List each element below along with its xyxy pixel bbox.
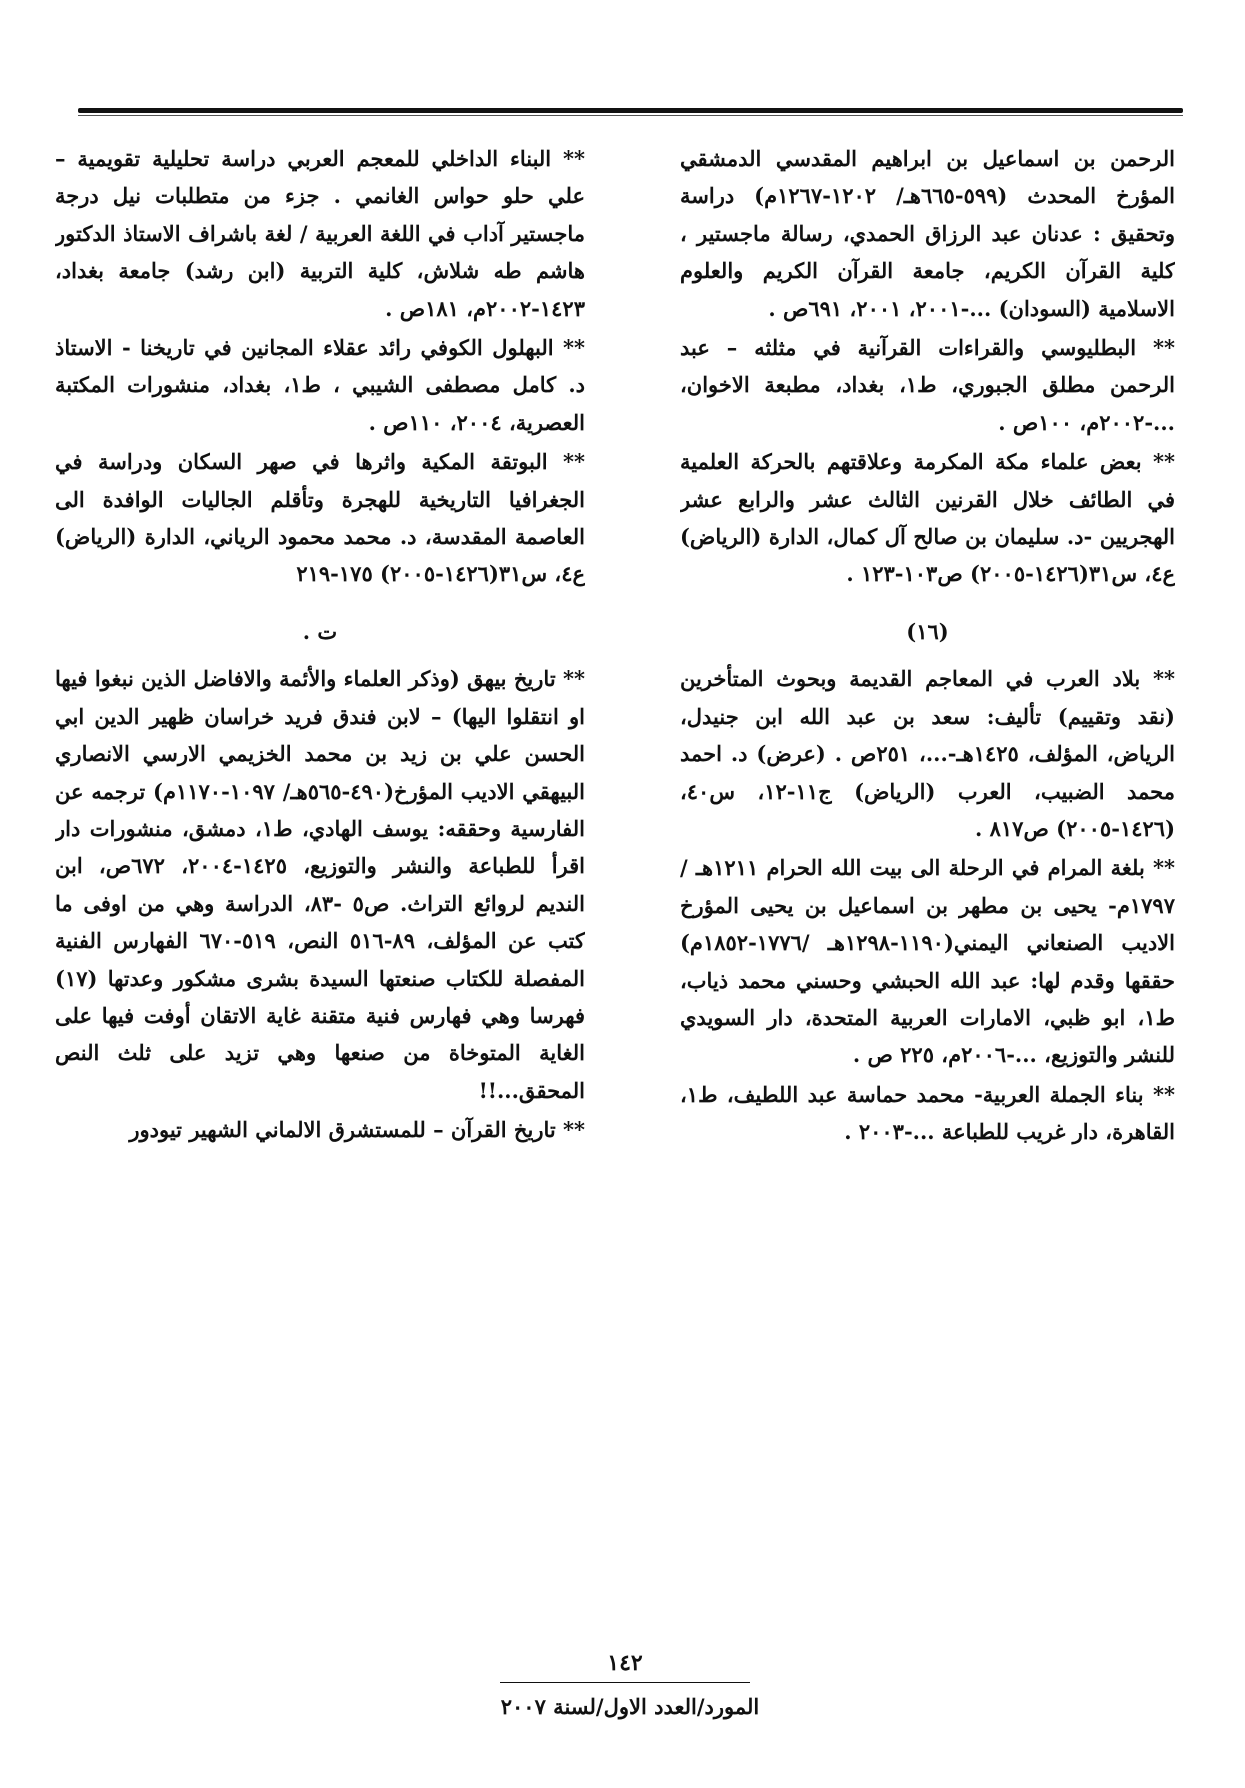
bibliography-entry: ** بلغة المرام في الرحلة الى بيت الله الحرام ١٢١١هـ / ١٧٩٧م- يحيى بن مطهر بن اسماعيل بن يحيى المؤرخ الاديب الصنعاني اليمني(١١٩٠-١٢٩٨هـ /١٧٧٦-١٨٥٢م) حققها وقدم لها: عبد الله الحبشي وحسني محمد ذياب، ط١، ابو ظبي، الامارات العربية المتحدة، دار السويدي للنشر والتوزيع، ...-٢٠٠٦م، ٢٢٥ ص . xyxy=(680,855,1175,1068)
section-heading: ت . xyxy=(302,618,338,644)
left-column xyxy=(55,140,585,1618)
header-rule xyxy=(78,108,1183,113)
bibliography-entry: ** بناء الجملة العربية- محمد حماسة عبد اللطيف، ط١، القاهرة، دار غريب للطباعة ...-٢٠٠٣ . xyxy=(680,1081,1175,1145)
right-column xyxy=(680,140,1175,1618)
section-heading: (١٦) xyxy=(906,618,949,644)
bibliography-entry: ** تاريخ بيهق (وذكر العلماء والأئمة والافاضل الذين نبغوا فيها او انتقلوا اليها) – لابن فندق فريد خراسان ظهير الدين ابي الحسن علي بن زيد بن محمد الخزيمي الارسي الانصاري البيهقي الاديب المؤرخ(٤٩٠-٥٦٥هـ/ ١٠٩٧-١١٧٠م) ترجمه عن الفارسية وحققه: يوسف الهادي، ط١، دمشق، منشورات دار اقرأ للطباعة والنشر والتوزيع، ١٤٢٥-٢٠٠٤، ٦٧٢ص، ابن النديم لروائع التراث. ص٥ -٨٣، الدراسة وهي من اوفى ما كتب عن المؤلف، ٨٩-٥١٦ النص، ٥١٩-٦٧٠ الفهارس الفنية المفصلة للكتاب صنعتها السيدة بشرى مشكور وعدتها (١٧) فهرسا وهي فهارس فنية متقنة غاية الاتقان أوفت فيها على الغاية المتوخاة من صنعها وهي تزيد على ثلث النص المحقق...!! xyxy=(55,666,585,1103)
bibliography-entry: ** بلاد العرب في المعاجم القديمة وبحوث المتأخرين (نقد وتقييم) تأليف: سعد بن عبد الله ابن جنيدل، الرياض، المؤلف، ١٤٢٥هـ-...، ٢٥١ص . (عرض) د. احمد محمد الضبيب، العرب (الرياض) ج١١-١٢، س٤٠، (١٤٢٦-٢٠٠٥) ص٨١٧ . xyxy=(680,666,1175,841)
bibliography-entry: ** بعض علماء مكة المكرمة وعلاقتهم بالحركة العلمية في الطائف خلال القرنين الثالث عشر والرابع عشر الهجريين -د. سليمان بن صالح آل كمال، الدارة (الرياض) ع٤، س٣١(١٤٢٦-٢٠٠٥) ص١٠٣-١٢٣ . xyxy=(680,449,1175,587)
journal-footer: المورد/العدد الاول/لسنة ٢٠٠٧ xyxy=(500,1694,760,1719)
footer-rule xyxy=(500,1682,750,1683)
bibliography-entry: الرحمن بن اسماعيل بن ابراهيم المقدسي الدمشقي المؤرخ المحدث (٥٩٩-٦٦٥هـ/ ١٢٠٢-١٢٦٧م) دراسة وتحقيق : عدنان عبد الرزاق الحمدي، رسالة ماجستير ، كلية القرآن الكريم، جامعة القرآن الكريم والعلوم الاسلامية (السودان) ...-٢٠٠١، ٢٠٠١، ٦٩١ص . xyxy=(680,146,1175,321)
page-number: ١٤٢ xyxy=(607,1650,643,1676)
bibliography-entry: ** البهلول الكوفي رائد عقلاء المجانين في تاريخنا - الاستاذ د. كامل مصطفى الشيبي ، ط١، بغداد، منشورات المكتبة العصرية، ٢٠٠٤، ١١٠ص . xyxy=(55,335,585,435)
bibliography-entry: ** تاريخ القرآن – للمستشرق الالماني الشهير تيودور xyxy=(129,1117,585,1143)
bibliography-entry: ** البطليوسي والقراءات القرآنية في مثلثه – عبد الرحمن مطلق الجبوري، ط١، بغداد، مطبعة الاخوان، ...-٢٠٠٢م، ١٠٠ص . xyxy=(680,335,1175,435)
bibliography-entry: ** البوتقة المكية واثرها في صهر السكان ودراسة في الجغرافيا التاريخية للهجرة وتأقلم الجاليات الوافدة الى العاصمة المقدسة، د. محمد محمود الرياني، الدارة (الرياض) ع٤، س٣١(١٤٢٦-٢٠٠٥) ١٧٥-٢١٩ xyxy=(55,449,585,587)
bibliography-entry: ** البناء الداخلي للمعجم العربي دراسة تحليلية تقويمية – علي حلو حواس الغانمي . جزء من متطلبات نيل درجة ماجستير آداب في اللغة العربية / لغة باشراف الاستاذ الدكتور هاشم طه شلاش، كلية التربية (ابن رشد) جامعة بغداد، ١٤٢٣-٢٠٠٢م، ١٨١ص . xyxy=(55,146,585,321)
